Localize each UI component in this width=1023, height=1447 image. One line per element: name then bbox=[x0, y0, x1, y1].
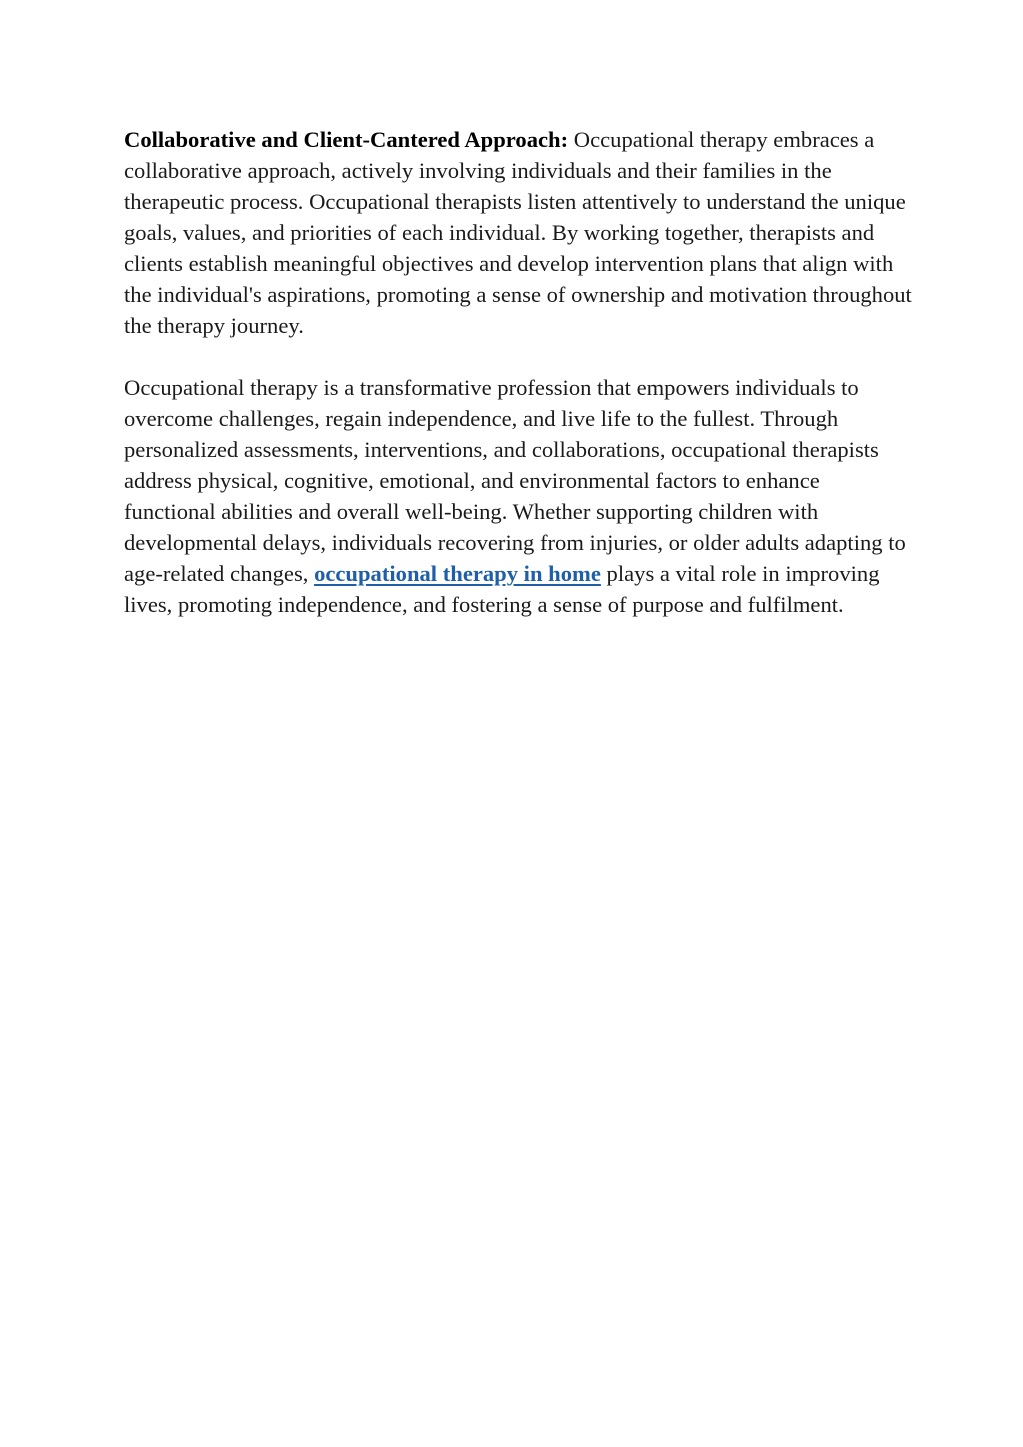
document-body bbox=[124, 124, 914, 651]
paragraph-text: Occupational therapy embraces a collaborative approach, actively involving individuals and their families in the therapeutic process. Occupational therapists listen attentively to understand the unique goals, values, and priorities of each individual. By working together, therapists and clients establish meaningful objectives and develop intervention plans that align with the individual's aspirations, promoting a sense of ownership and motivation throughout the therapy journey. bbox=[124, 127, 912, 338]
paragraph-text-after-link: plays a vital role in improving lives, promoting independence, and fostering a sense of purpose and fulfilment. bbox=[124, 561, 880, 617]
paragraph-text-before-link: Occupational therapy is a transformative profession that empowers individuals to overcome challenges, regain independence, and live life to the fullest. Through personalized assessments, interventions, and collaborations, occupational therapists address physical, cognitive, emotional, and environmental factors to enhance functional abilities and overall well-being. Whether supporting children with developmental delays, individuals recovering from injuries, or older adults adapting to age-related changes, bbox=[124, 375, 906, 586]
paragraph-lead-heading: Collaborative and Client-Cantered Approach: bbox=[124, 127, 569, 152]
paragraph-summary bbox=[124, 372, 914, 620]
paragraph-collaborative-approach bbox=[124, 124, 914, 341]
occupational-therapy-link[interactable]: occupational therapy in home bbox=[314, 561, 601, 586]
